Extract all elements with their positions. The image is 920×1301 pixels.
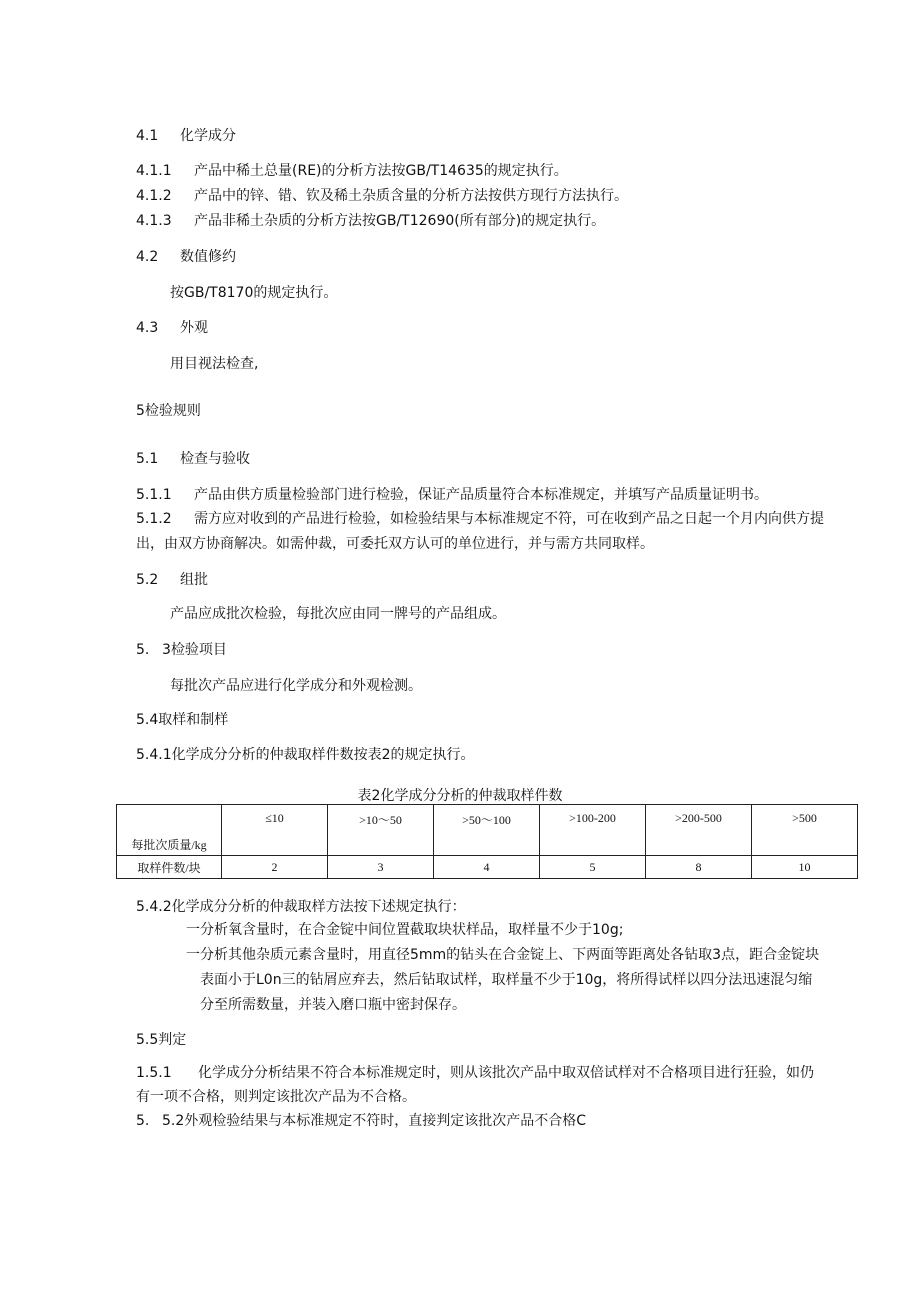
clause-5-5-1	[136, 1064, 814, 1082]
section-number: 5.	[136, 642, 150, 658]
section-title: 数值修约	[180, 249, 236, 265]
list-item-impurities: 一分析其他杂质元素含量时，用直径5mm的钻头在合金锭上、下两面等距离处各钻取3点，距合金锭块	[186, 947, 820, 963]
table-row	[117, 805, 858, 856]
row-header-sample-count: 取样件数/块	[117, 856, 222, 879]
heading-4-3	[136, 319, 208, 337]
clause-number: 5.1.1	[136, 487, 172, 503]
range-cell: >500	[752, 805, 858, 856]
section-number: 4.3	[136, 320, 159, 336]
section-number: 4.1	[136, 128, 159, 144]
clause-text: 需方应对收到的产品进行检验，如检验结果与本标准规定不符，可在收到产品之日起一个月内向供方提	[194, 511, 824, 527]
clause-text: 产品中的锌、错、钦及稀土杂质含量的分析方法按供方现行方法执行。	[194, 188, 628, 204]
clause-number: 4.1.2	[136, 188, 172, 204]
section-title: 检查与验收	[180, 451, 250, 467]
clause-4-1-1	[136, 162, 568, 180]
count-cell: 8	[646, 856, 752, 879]
section-number: 4.2	[136, 249, 159, 265]
heading-5-4: 5.4取样和制样	[136, 712, 229, 728]
clause-text: 产品非稀土杂质的分析方法按GB/T12690(所有部分)的规定执行。	[194, 213, 606, 229]
count-cell: 10	[752, 856, 858, 879]
clause-4-1-2	[136, 187, 628, 205]
clause-number: 5.	[136, 1113, 150, 1129]
section-title: 外观	[180, 320, 208, 336]
range-cell: ≤10	[222, 805, 328, 856]
list-item-oxygen: 一分析氧含量时，在合金锭中间位置截取块状样品，取样量不少于10g;	[186, 922, 624, 938]
clause-number: 5.1.2	[136, 511, 172, 527]
list-item-impurities-continued: 分至所需数量，并装入磨口瓶中密封保存。	[200, 997, 466, 1013]
sampling-table	[116, 804, 858, 879]
clause-5-5-1-continued: 有一项不合格，则判定该批次产品为不合格。	[136, 1089, 416, 1105]
clause-text: 产品由供方质量检验部门进行检验，保证产品质量符合本标准规定，并填写产品质量证明书。	[194, 487, 768, 503]
clause-5-4-2: 5.4.2化学成分分析的仲裁取样方法按下述规定执行：	[136, 899, 466, 915]
section-title: 3检验项目	[162, 642, 227, 658]
count-cell: 5	[540, 856, 646, 879]
clause-5-1-2	[136, 510, 824, 528]
section-number: 5.2	[136, 572, 159, 588]
paragraph-5-3: 每批次产品应进行化学成分和外观检测。	[170, 678, 422, 694]
count-cell: 4	[434, 856, 540, 879]
row-header-batch-mass: 每批次质量/kg	[117, 805, 222, 856]
heading-5-3	[136, 641, 227, 659]
heading-5-5: 5.5判定	[136, 1032, 187, 1048]
clause-5-4-1: 5.4.1化学成分分析的仲裁取样件数按表2的规定执行。	[136, 747, 475, 763]
table-row	[117, 856, 858, 879]
range-cell: >200-500	[646, 805, 752, 856]
heading-5-2	[136, 571, 208, 589]
range-cell: >10～50	[328, 805, 434, 856]
section-title: 组批	[180, 572, 208, 588]
clause-5-1-1	[136, 486, 768, 504]
clause-number: 1.5.1	[136, 1065, 172, 1081]
range-cell: >50～100	[434, 805, 540, 856]
clause-5-5-2	[136, 1112, 586, 1130]
count-cell: 2	[222, 856, 328, 879]
section-title: 化学成分	[180, 128, 236, 144]
clause-text: 化学成分分析结果不符合本标准规定时，则从该批次产品中取双倍试样对不合格项目进行狂验，如仍	[198, 1065, 814, 1081]
paragraph-4-3: 用目视法检查,	[170, 356, 259, 372]
heading-5-1	[136, 450, 250, 468]
range-cell: >100-200	[540, 805, 646, 856]
clause-text: 5.2外观检验结果与本标准规定不符时，直接判定该批次产品不合格C	[162, 1113, 587, 1129]
heading-4-2	[136, 248, 236, 266]
paragraph-4-2: 按GB/T8170的规定执行。	[170, 285, 338, 301]
clause-number: 4.1.1	[136, 163, 172, 179]
heading-5: 5检验规则	[136, 403, 201, 419]
list-item-impurities-continued: 表面小于L0n三的钻屑应弃去，然后钻取试样，取样量不少于10g，将所得试样以四分法迅速混匀缩	[200, 972, 813, 988]
clause-5-1-2-continued: 出，由双方协商解决。如需仲裁，可委托双方认可的单位进行，并与需方共同取样。	[136, 536, 654, 552]
paragraph-5-2: 产品应成批次检验，每批次应由同一牌号的产品组成。	[170, 606, 506, 622]
clause-number: 4.1.3	[136, 213, 172, 229]
table-caption: 表2化学成分分析的仲裁取样件数	[357, 788, 563, 804]
section-number: 5.1	[136, 451, 159, 467]
heading-4-1	[136, 127, 236, 145]
count-cell: 3	[328, 856, 434, 879]
clause-text: 产品中稀土总量(RE)的分析方法按GB/T14635的规定执行。	[194, 163, 568, 179]
clause-4-1-3	[136, 212, 605, 230]
